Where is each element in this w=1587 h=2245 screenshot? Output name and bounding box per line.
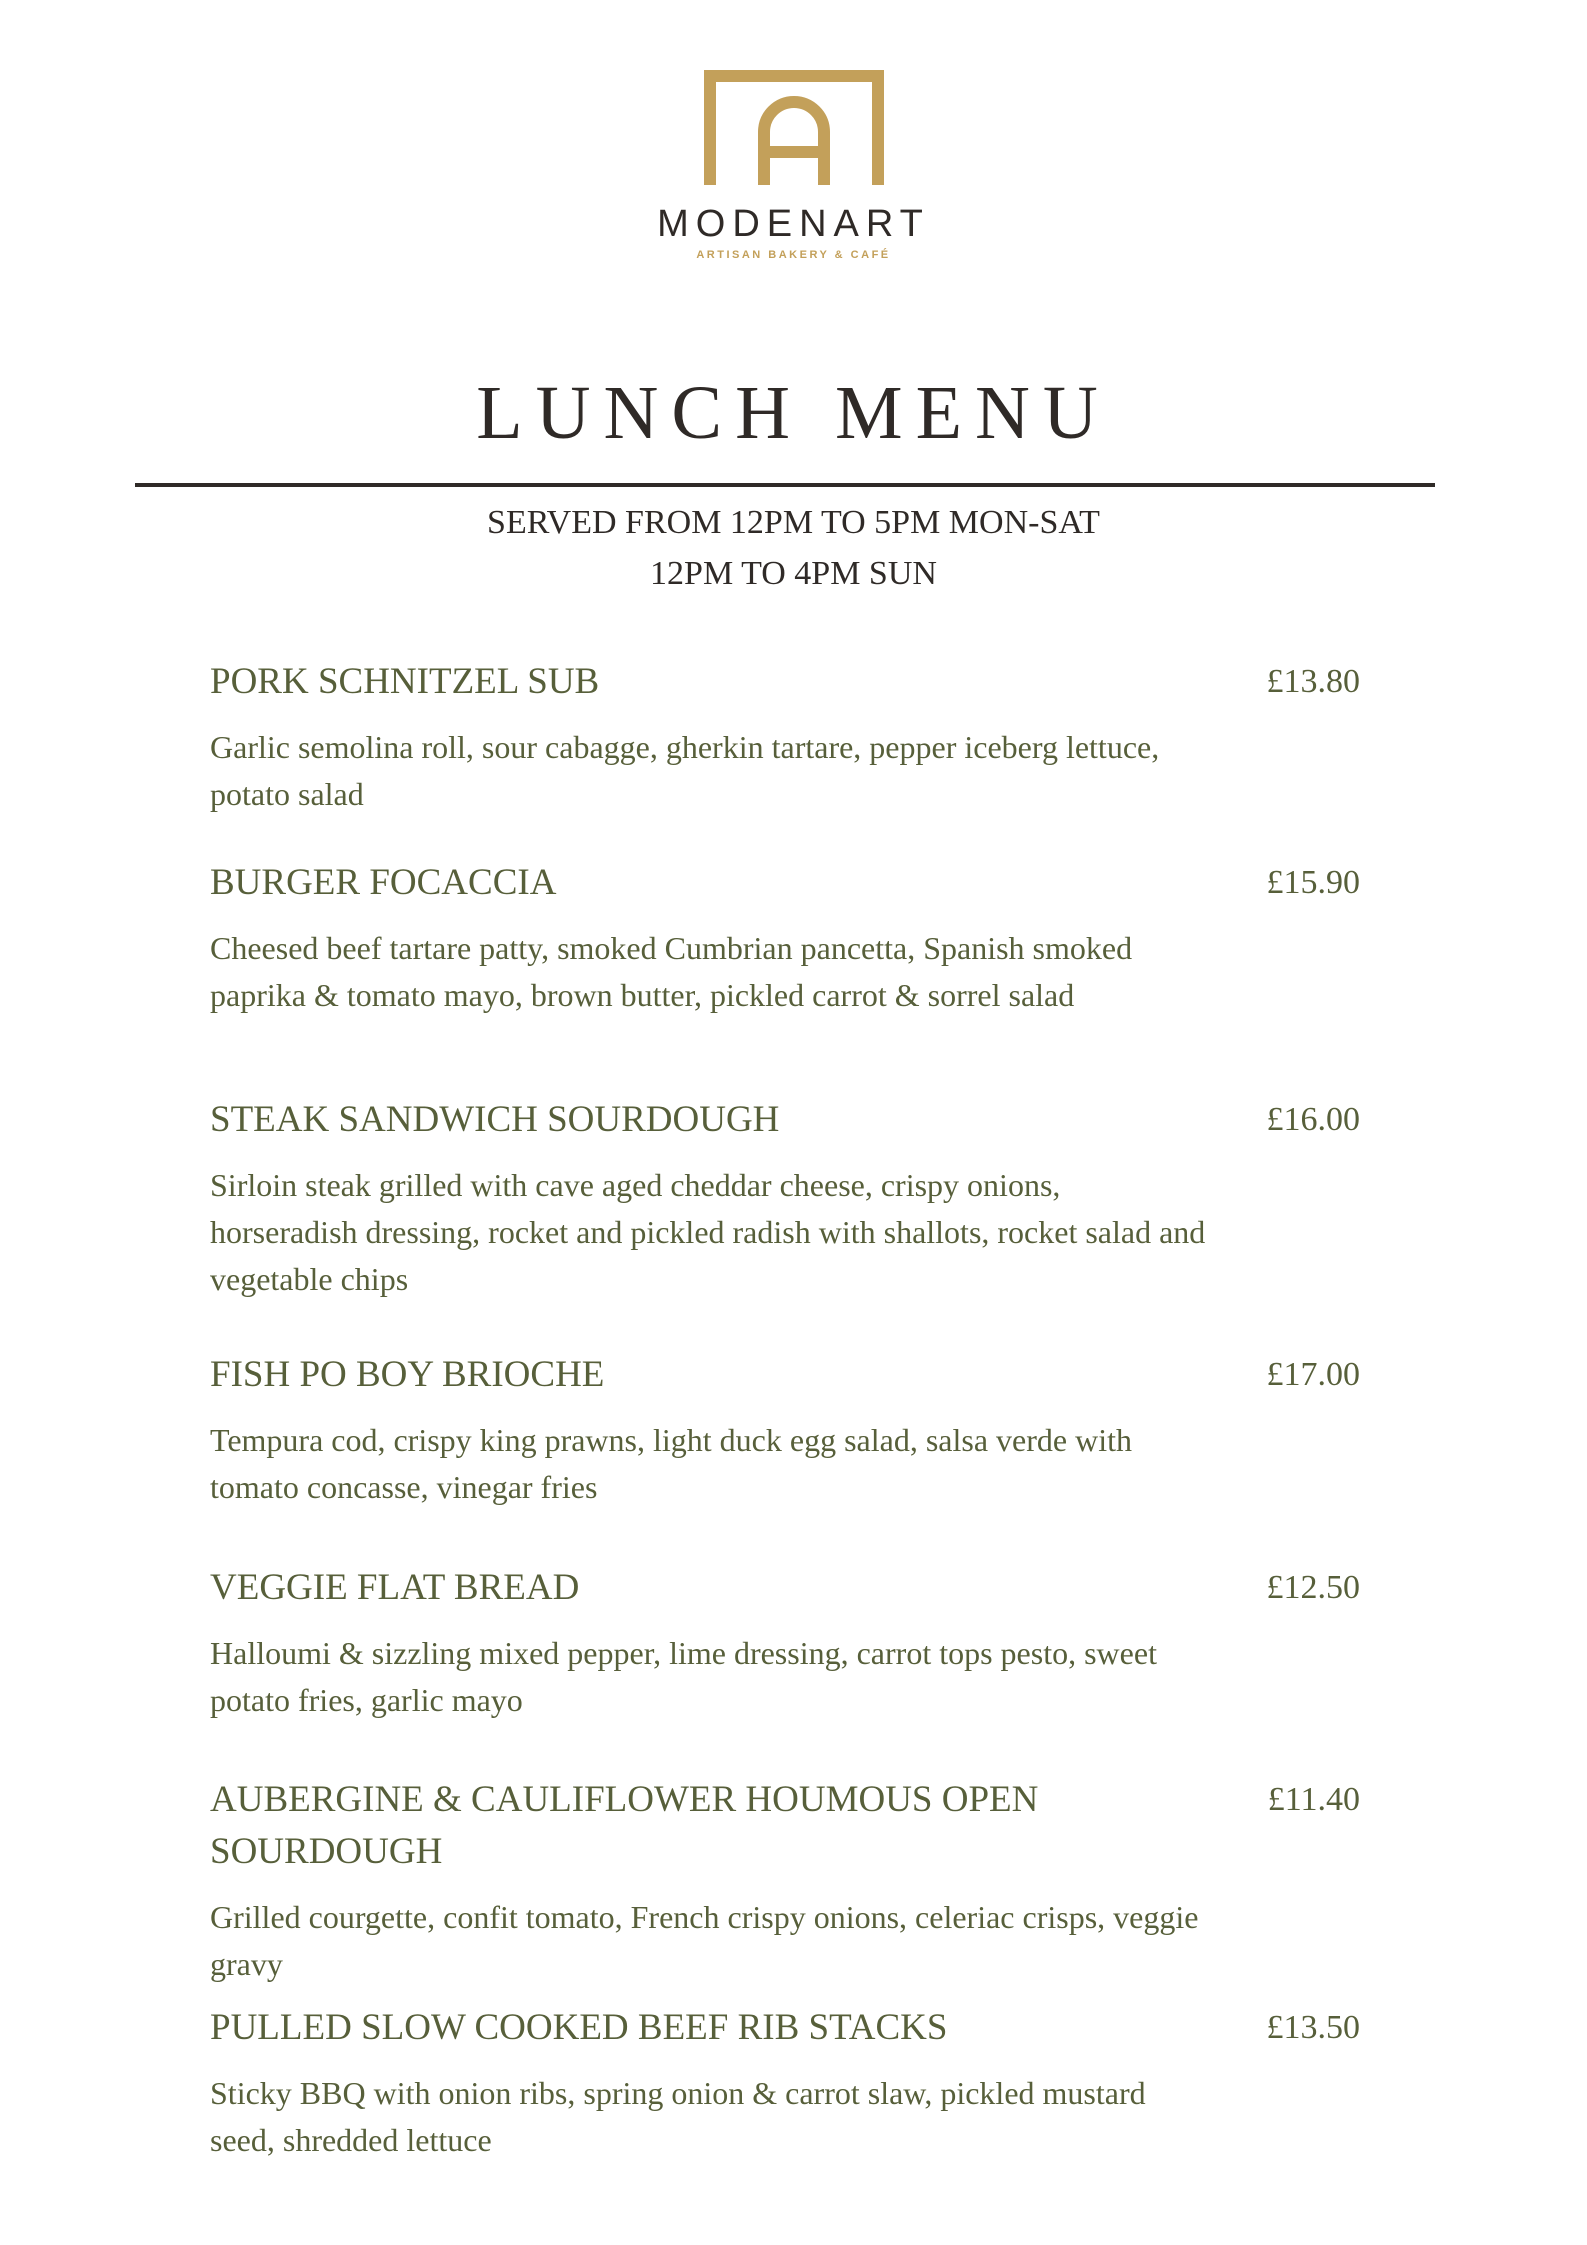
service-hours (0, 497, 1587, 599)
menu-item-name: VEGGIE FLAT BREAD (210, 1567, 580, 1608)
menu-item-name: AUBERGINE & CAULIFLOWER HOUMOUS OPEN SOURDOUGH (210, 1779, 1039, 1872)
menu-item (210, 1094, 1360, 1303)
arch-a-monogram-icon (704, 70, 884, 185)
menu-item-price: £17.00 (1266, 1356, 1360, 1393)
menu-item-description: Garlic semolina roll, sour cabagge, gherkin tartare, pepper iceberg lettuce, potato salad (210, 729, 1160, 812)
menu-item-price: £11.40 (1267, 1781, 1360, 1818)
brand-name: MODENART (657, 203, 930, 245)
brand-tagline: ARTISAN BAKERY & CAFÉ (696, 249, 891, 261)
menu-item (210, 1774, 1360, 1988)
menu-item-name: STEAK SANDWICH SOURDOUGH (210, 1099, 780, 1140)
menu-item (210, 1349, 1360, 1511)
menu-item-description: Halloumi & sizzling mixed pepper, lime dressing, carrot tops pesto, sweet potato fries, garlic mayo (210, 1635, 1157, 1718)
menu-item-price: £15.90 (1266, 864, 1360, 901)
title-divider (135, 483, 1435, 487)
menu-item-name: FISH PO BOY BRIOCHE (210, 1354, 605, 1395)
menu-item-name: PULLED SLOW COOKED BEEF RIB STACKS (210, 2007, 948, 2048)
menu-item-description: Sticky BBQ with onion ribs, spring onion & carrot slaw, pickled mustard seed, shredded lettuce (210, 2075, 1146, 2158)
menu-item (210, 857, 1360, 1019)
menu-item-price: £13.50 (1266, 2009, 1360, 2046)
menu-item-description: Sirloin steak grilled with cave aged cheddar cheese, crispy onions, horseradish dressing, rocket and pickled radish with shallots, rocket salad and vegetable chips (210, 1167, 1206, 1297)
menu-title: LUNCH MENU (476, 371, 1111, 455)
menu-item (210, 2002, 1360, 2164)
menu-item-description: Tempura cod, crispy king prawns, light duck egg salad, salsa verde with tomato concasse, vinegar fries (210, 1422, 1132, 1505)
menu-item-price: £12.50 (1266, 1569, 1360, 1606)
menu-item-name: BURGER FOCACCIA (210, 862, 557, 903)
menu-item-price: £16.00 (1266, 1101, 1360, 1138)
menu-item-description: Grilled courgette, confit tomato, French crispy onions, celeriac crisps, veggie gravy (210, 1899, 1199, 1982)
menu-item-price: £13.80 (1266, 663, 1360, 700)
menu-item (210, 1562, 1360, 1724)
brand-logo (0, 70, 1587, 261)
menu-item-description: Cheesed beef tartare patty, smoked Cumbrian pancetta, Spanish smoked paprika & tomato mayo, brown butter, pickled carrot & sorrel salad (210, 930, 1133, 1013)
menu-item (210, 656, 1360, 818)
service-hours-sunday: 12PM TO 4PM SUN (650, 555, 937, 592)
service-hours-weekdays: SERVED FROM 12PM TO 5PM MON-SAT (487, 504, 1100, 541)
menu-item-name: PORK SCHNITZEL SUB (210, 661, 600, 702)
